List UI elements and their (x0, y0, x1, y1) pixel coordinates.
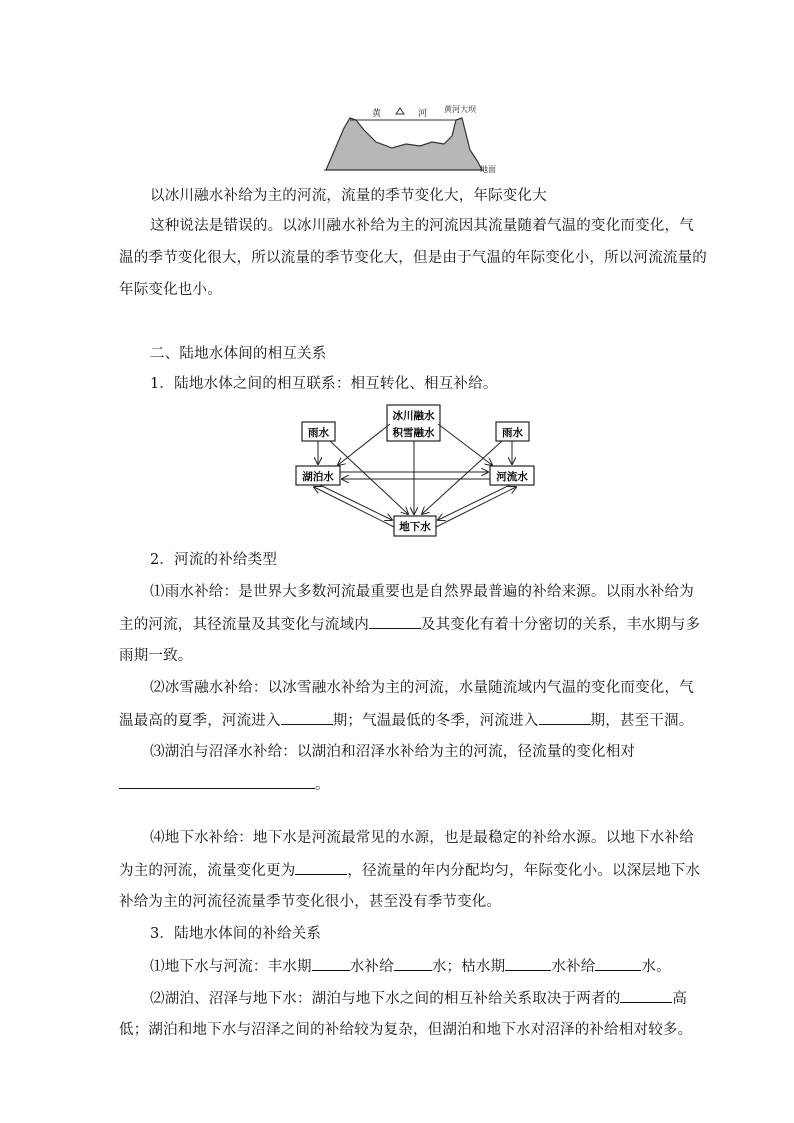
rain-supply-line-3: 雨期一致。 (119, 648, 193, 664)
sketch-label-ground: 地面 (480, 165, 496, 174)
lake-swamp-text-b: 高 (672, 991, 688, 1007)
groundwater-river-line (150, 956, 671, 977)
blank-flood-target[interactable] (394, 956, 432, 971)
snow-supply-text-b: 期；气温最低的冬季，河流进入 (332, 713, 539, 729)
snow-supply-line-2 (119, 710, 693, 731)
lake-label: 湖泊水 (302, 471, 334, 483)
sketch-label-he: 河 (418, 109, 428, 119)
explanation-line-2: 温的季节变化很大，所以流量的季节变化大，但是由于气温的年际变化小，所以河流流量的 (119, 250, 707, 266)
glacier-label-2: 积雪融水 (392, 427, 435, 439)
groundwater-label: 地下水 (399, 521, 431, 533)
snow-supply-text-a: 温最高的夏季，河流进入 (119, 713, 281, 729)
section-heading: 二、陆地水体间的相互关系 (150, 346, 327, 362)
item-1-relation: 1．陆地水体之间的相互联系：相互转化、相互补给。 (150, 376, 498, 392)
gw-river-text-e: 水。 (641, 959, 671, 975)
rain-supply-line-1: ⑴雨水补给：是世界大多数河流最重要也是自然界最普遍的补给来源。以雨水补给为 (150, 584, 694, 600)
blank-dry-target[interactable] (595, 956, 641, 971)
explanation-line-3: 年际变化也小。 (119, 282, 222, 298)
river-label: 河流水 (496, 471, 528, 483)
rain-supply-line-2 (119, 614, 700, 635)
ground-supply-text-a: 为主的河流，流量变化更为 (119, 863, 296, 879)
blank-flood-source[interactable] (312, 956, 350, 971)
boat-icon (396, 108, 404, 114)
snow-supply-text-c: 期，甚至干涸。 (590, 713, 694, 729)
lake-swamp-line-1 (150, 988, 687, 1009)
arrow-glacier-to-river (438, 424, 492, 465)
river-supply-heading: 2．河流的补给类型 (150, 552, 278, 568)
rain-supply-text-a: 主的河流，其径流量及其变化与流域内 (119, 617, 369, 633)
land-water-heading: 3．陆地水体间的补给关系 (150, 926, 322, 942)
blank-dry-source[interactable] (505, 956, 551, 971)
lake-supply-end: 。 (315, 777, 330, 793)
yellow-river-dam-sketch (320, 100, 500, 178)
arrow-groundwater-to-lake (314, 487, 394, 527)
ground-supply-line-2 (119, 860, 700, 881)
arrow-glacier-to-lake (338, 424, 390, 465)
rain-right-label: 雨水 (502, 427, 523, 439)
rain-supply-text-b: 及其变化有着十分密切的关系，丰水期与多 (420, 617, 701, 633)
statement-title: 以冰川融水补给为主的河流，流量的季节变化大，年际变化大 (150, 188, 547, 204)
blank-water-level[interactable] (620, 988, 672, 1003)
lake-swamp-text-a: ⑵湖泊、沼泽与地下水：湖泊与地下水之间的相互补给关系取决于两者的 (150, 991, 621, 1007)
blank-flow-change[interactable] (295, 860, 347, 875)
gw-river-text-d: 水补给 (551, 959, 596, 975)
gw-river-text-c: 水；枯水期 (431, 959, 506, 975)
gw-river-text-b: 水补给 (349, 959, 394, 975)
blank-precipitation[interactable] (369, 614, 421, 629)
ground-supply-text-b: ，径流量的年内分配均匀，年际变化小。以深层地下水 (347, 863, 701, 879)
sketch-label-dam: 黄河大坝 (444, 105, 476, 114)
explanation-line-1: 这种说法是错误的。以冰川融水补给为主的河流因其流量随着气温的变化而变化，气 (150, 218, 694, 234)
rain-left-label: 雨水 (308, 427, 329, 439)
lake-swamp-line-2: 低；湖泊和地下水与沼泽之间的补给较为复杂，但湖泊和地下水对沼泽的补给相对较多。 (119, 1022, 693, 1038)
gw-river-text-a: ⑴地下水与河流：丰水期 (150, 959, 312, 975)
sketch-label-huang: 黄 (372, 109, 382, 119)
blank-summer-period[interactable] (281, 710, 333, 725)
lake-supply-line-2 (119, 774, 330, 795)
ground-supply-line-1: ⑷地下水补给：地下水是河流最常见的水源，也是最稳定的补给水源。以地下水补给 (150, 830, 694, 846)
arrow-groundwater-to-river (436, 487, 516, 527)
blank-lake-variation[interactable] (119, 774, 315, 789)
snow-supply-line-1: ⑵冰雪融水补给：以冰雪融水补给为主的河流，水量随流域内气温的变化而变化，气 (150, 680, 694, 696)
arrow-rain-left-to-groundwater (330, 441, 408, 514)
arrow-river-to-groundwater (438, 485, 510, 520)
land-water-diagram (290, 402, 535, 540)
lake-supply-line-1: ⑶湖泊与沼泽水补给：以湖泊和沼泽水补给为主的河流，径流量的变化相对 (150, 744, 636, 760)
arrow-lake-to-groundwater (320, 485, 392, 520)
ground-supply-line-3: 补给为主的河流径流量季节变化很小，甚至没有季节变化。 (119, 894, 502, 910)
glacier-label-1: 冰川融水 (392, 410, 435, 422)
blank-winter-period[interactable] (539, 710, 591, 725)
riverbed-terrain (326, 118, 482, 170)
